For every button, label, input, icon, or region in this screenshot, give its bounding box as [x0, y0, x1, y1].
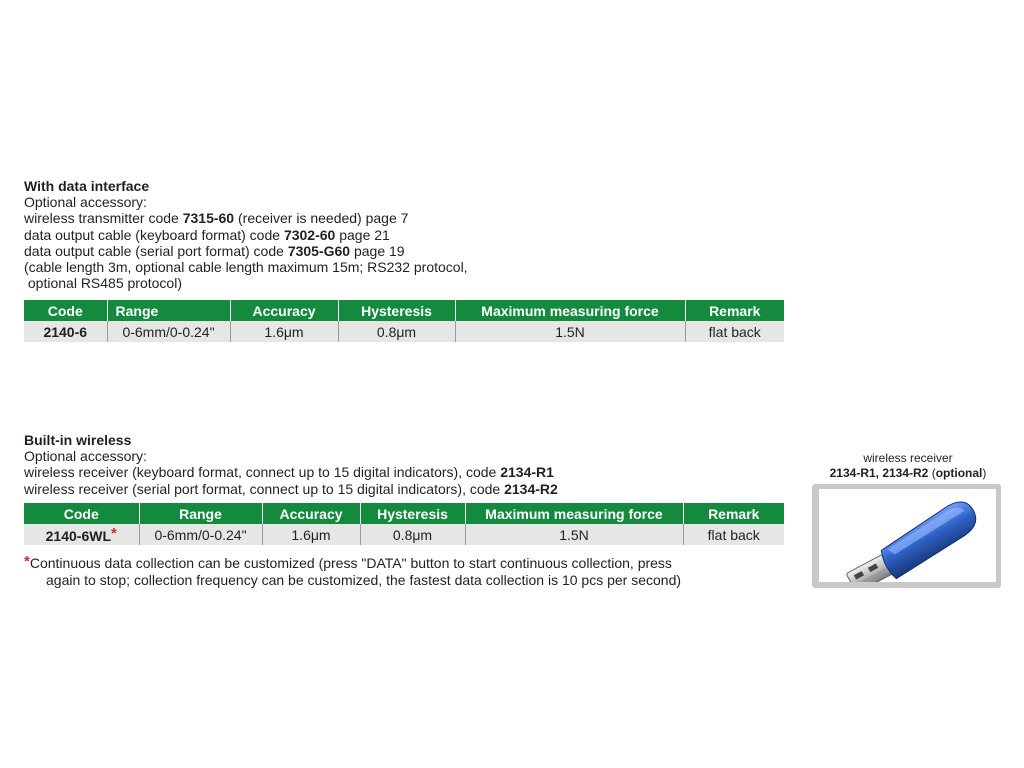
table-row — [24, 524, 784, 545]
accessory-line: Optional accessory: — [24, 194, 147, 211]
cell-remark: flat back — [683, 524, 784, 545]
footnote — [24, 553, 681, 589]
header-range: Range — [139, 503, 262, 524]
header-remark: Remark — [683, 503, 784, 524]
receiver-caption-line-2 — [810, 466, 1006, 481]
cell-accuracy: 1.6μm — [262, 524, 360, 545]
footnote-asterisk: * — [24, 553, 30, 570]
footnote-line-1: *Continuous data collection can be customized (press "DATA" button to start continuous collection, press — [24, 553, 672, 571]
data-interface-title: With data interface — [24, 178, 150, 194]
accessory-line: Optional accessory: — [24, 448, 147, 465]
accessory-line: (cable length 3m, optional cable length maximum 15m; RS232 protocol, — [24, 259, 468, 276]
header-max-force: Maximum measuring force — [455, 300, 685, 321]
receiver-caption-line-1: wireless receiver — [863, 451, 953, 465]
cell-range: 0-6mm/0-0.24" — [139, 524, 262, 545]
data-interface-spec-table — [24, 300, 784, 342]
cell-hysteresis: 0.8μm — [338, 321, 455, 342]
header-code: Code — [24, 503, 139, 524]
accessory-line: data output cable (keyboard format) code 7302-60 page 21 — [24, 226, 390, 243]
header-range: Range — [107, 300, 230, 321]
cell-hysteresis: 0.8μm — [360, 524, 465, 545]
accessory-line: wireless receiver (keyboard format, connect up to 15 digital indicators), code 2134-R1 — [24, 464, 554, 481]
header-max-force: Maximum measuring force — [465, 503, 683, 524]
header-accuracy: Accuracy — [230, 300, 338, 321]
cell-range: 0-6mm/0-0.24" — [107, 321, 230, 342]
table-header-row — [24, 503, 784, 524]
accessory-line: wireless receiver (serial port format, connect up to 15 digital indicators), code 2134-R2 — [24, 480, 558, 497]
cell-remark: flat back — [685, 321, 784, 342]
receiver-optional: (optional) — [931, 466, 987, 480]
receiver-photo-frame — [812, 484, 1001, 588]
wireless-spec-table — [24, 503, 784, 545]
receiver-codes: 2134-R1, 2134-R2 — [829, 466, 929, 480]
header-code: Code — [24, 300, 107, 321]
built-in-wireless-title: Built-in wireless — [24, 432, 132, 448]
cell-code: 2140-6 — [24, 321, 107, 342]
cell-accuracy: 1.6μm — [230, 321, 338, 342]
cell-code: 2140-6WL* — [24, 524, 139, 545]
receiver-photo — [819, 489, 996, 582]
accessory-line: wireless transmitter code 7315-60 (receiver is needed) page 7 — [24, 210, 409, 227]
table-row — [24, 321, 784, 342]
usb-receiver-icon — [819, 489, 996, 582]
data-interface-section — [24, 178, 468, 291]
header-accuracy: Accuracy — [262, 503, 360, 524]
accessory-line: optional RS485 protocol) — [24, 275, 182, 292]
header-hysteresis: Hysteresis — [338, 300, 455, 321]
cell-max-force: 1.5N — [465, 524, 683, 545]
table-header-row — [24, 300, 784, 321]
header-hysteresis: Hysteresis — [360, 503, 465, 524]
cell-max-force: 1.5N — [455, 321, 685, 342]
footnote-line-2: again to stop; collection frequency can be customized, the fastest data collection is 10 pcs per second) — [46, 572, 682, 588]
asterisk-mark: * — [111, 525, 117, 542]
header-remark: Remark — [685, 300, 784, 321]
built-in-wireless-section — [24, 432, 558, 497]
accessory-line: data output cable (serial port format) code 7305-G60 page 19 — [24, 242, 405, 259]
